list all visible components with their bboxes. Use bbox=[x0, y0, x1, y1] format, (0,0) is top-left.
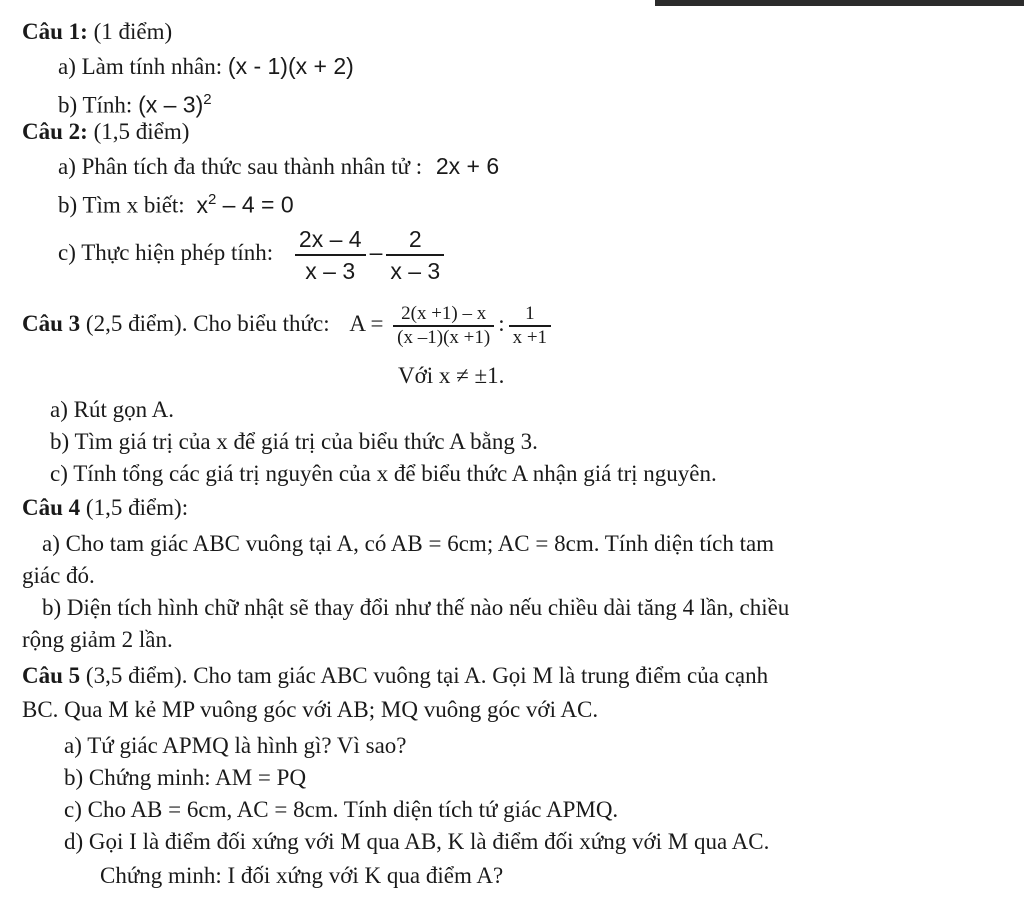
q5-c: c) Cho AB = 6cm, AC = 8cm. Tính diện tích tứ giác APMQ. bbox=[64, 797, 619, 822]
q3-intro: (2,5 điểm). Cho biểu thức: bbox=[80, 311, 330, 336]
q5-b: b) Chứng minh: AM = PQ bbox=[64, 765, 307, 790]
q2-a bbox=[58, 152, 499, 181]
q2-c-minus: – bbox=[369, 239, 383, 265]
q2-c-frac1-den: x – 3 bbox=[305, 257, 356, 284]
q2-head: Câu 2: bbox=[22, 119, 88, 144]
q3-b: b) Tìm giá trị của x để giá trị của biểu thức A bằng 3. bbox=[50, 429, 538, 454]
q1-a bbox=[58, 52, 354, 81]
q5-d-line2: Chứng minh: I đối xứng với K qua điểm A? bbox=[100, 863, 504, 888]
q1-points: (1 điểm) bbox=[87, 19, 173, 44]
q4-a-line2: giác đó. bbox=[22, 563, 95, 588]
q2-b-rest: – 4 = 0 bbox=[216, 191, 294, 218]
q3-frac1 bbox=[393, 303, 494, 349]
q3-title bbox=[22, 296, 555, 352]
q5-a: a) Tứ giác APMQ là hình gì? Vì sao? bbox=[64, 733, 407, 758]
q5-d-line1: d) Gọi I là điểm đối xứng với M qua AB, K là điểm đối xứng với M qua AC. bbox=[64, 829, 770, 854]
q1-b-base: (x – 3) bbox=[138, 91, 204, 118]
q3-head: Câu 3 bbox=[22, 311, 81, 336]
q2-c-frac2 bbox=[386, 224, 444, 286]
q3-colon: : bbox=[498, 311, 505, 336]
q2-title bbox=[22, 118, 189, 146]
top-dark-bar bbox=[655, 0, 1024, 6]
q2-c-frac1 bbox=[295, 224, 366, 286]
q2-c-frac1-num: 2x – 4 bbox=[295, 224, 366, 256]
q4-b-line1: b) Diện tích hình chữ nhật sẽ thay đổi như thế nào nếu chiều dài tăng 4 lần, chiều bbox=[42, 595, 790, 620]
q3-frac1-num: 2(x +1) – x bbox=[393, 303, 494, 327]
q3-frac2-num: 1 bbox=[509, 303, 551, 327]
q5-line1 bbox=[22, 662, 768, 690]
q5-line2: BC. Qua M kẻ MP vuông góc với AB; MQ vuông góc với AC. bbox=[22, 697, 599, 722]
q2-a-expr: 2x + 6 bbox=[435, 153, 500, 179]
q4-points: (1,5 điểm): bbox=[80, 495, 189, 520]
q5-head: Câu 5 bbox=[22, 663, 81, 688]
q2-b-exp: 2 bbox=[207, 191, 217, 208]
q3-frac1-den: (x –1)(x +1) bbox=[397, 326, 491, 348]
q2-c-frac2-num: 2 bbox=[386, 224, 444, 256]
q2-b bbox=[58, 186, 294, 220]
q1-head: Câu 1: bbox=[22, 19, 88, 44]
q4-a-line1: a) Cho tam giác ABC vuông tại A, có AB = 6cm; AC = 8cm. Tính diện tích tam bbox=[42, 531, 775, 556]
q3-c: c) Tính tổng các giá trị nguyên của x để biểu thức A nhận giá trị nguyên. bbox=[50, 461, 717, 486]
q3-a: a) Rút gọn A. bbox=[50, 397, 174, 422]
q4-b-line2: rộng giảm 2 lần. bbox=[22, 627, 173, 652]
q3-frac2 bbox=[509, 303, 551, 349]
q2-b-label: b) Tìm x biết: bbox=[58, 192, 185, 218]
q2-a-label: a) Phân tích đa thức sau thành nhân tử : bbox=[58, 154, 423, 179]
q2-c bbox=[58, 220, 448, 286]
q4-head: Câu 4 bbox=[22, 495, 81, 520]
q2-b-var: x bbox=[196, 191, 208, 218]
q3-condition: Với x ≠ ±1. bbox=[398, 363, 505, 388]
q1-b-label: b) Tính: bbox=[58, 92, 133, 118]
q2-c-label: c) Thực hiện phép tính: bbox=[58, 240, 274, 265]
q3-a-var: A = bbox=[349, 311, 384, 336]
q2-points: (1,5 điểm) bbox=[87, 119, 190, 144]
q1-a-label: a) Làm tính nhân: bbox=[58, 54, 223, 79]
q4-title bbox=[22, 494, 188, 522]
q2-c-frac2-den: x – 3 bbox=[390, 257, 441, 284]
q1-title bbox=[22, 18, 172, 46]
q5-line1-text: (3,5 điểm). Cho tam giác ABC vuông tại A. Gọi M là trung điểm của cạnh bbox=[80, 663, 769, 688]
q1-a-expr: (x - 1)(x + 2) bbox=[227, 53, 354, 79]
q1-b-exp: 2 bbox=[203, 91, 212, 108]
q1-b bbox=[58, 86, 212, 120]
q3-frac2-den: x +1 bbox=[512, 326, 548, 348]
